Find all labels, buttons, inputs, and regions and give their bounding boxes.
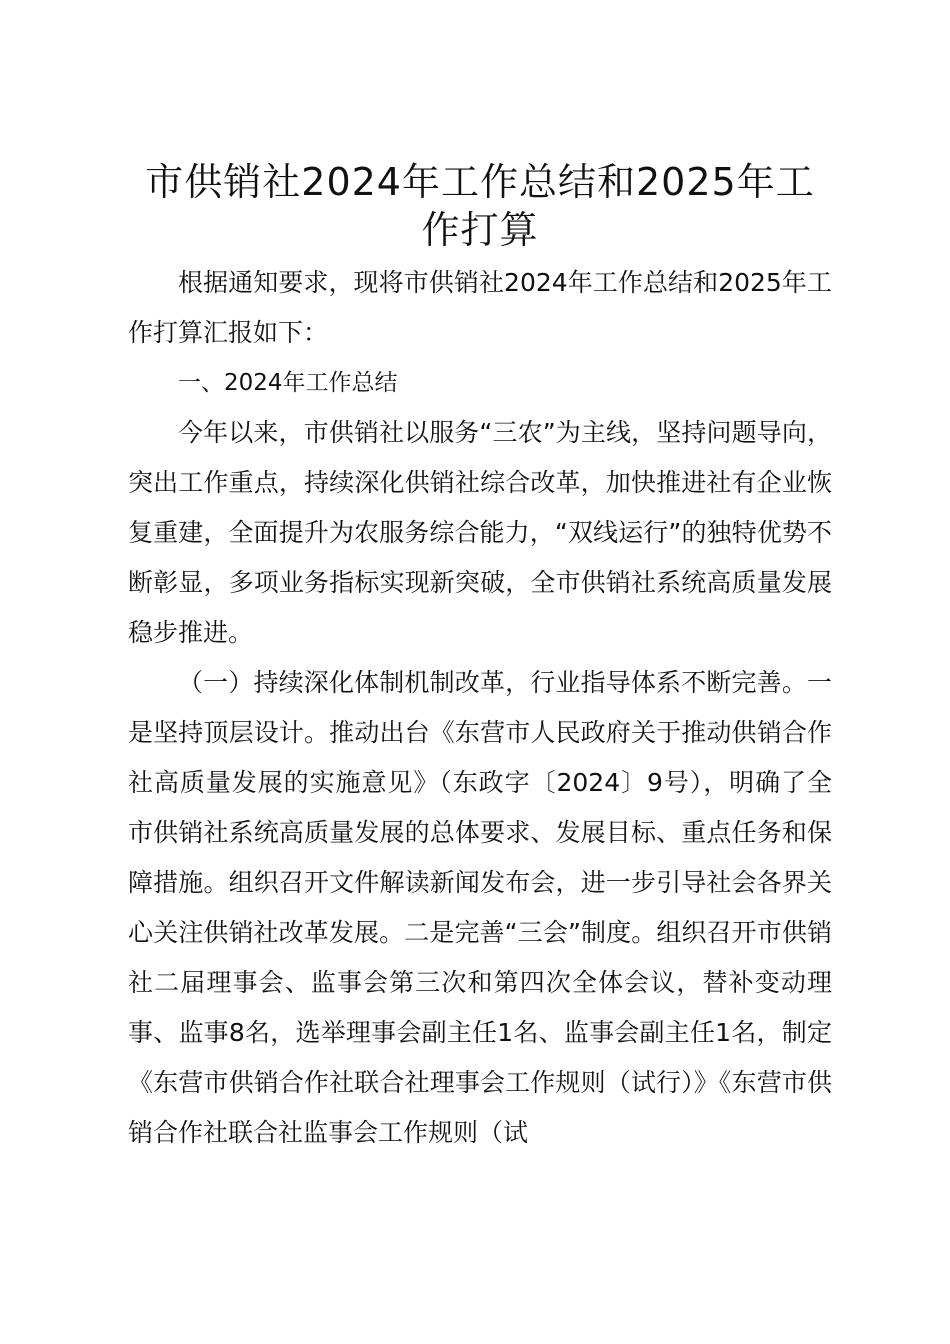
reform-paragraph: （一）持续深化体制机制改革，行业指导体系不断完善。一是坚持顶层设计。推动出台《东营市人民政府关于推动供销合作社高质量发展的实施意见》（东政字〔2024〕9号），明确了全市供销社系统高质量发展的总体要求、发展目标、重点任务和保障措施。组织召开文件解读新闻发布会，进一步引导社会各界关心关注供销社改革发展。二是完善“三会”制度。组织召开市供销社二届理事会、监事会第三次和第四次全体会议，替补变动理事、监事8名，选举理事会副主任1名、监事会副主任1名，制定《东营市供销合作社联合社理事会工作规则（试行）》《东营市供销合作社联合社监事会工作规则（试 (128, 668, 832, 1147)
document-title: 市供销社2024年工作总结和2025年工作打算 (145, 160, 815, 252)
document-page (128, 158, 832, 1158)
intro-paragraph: 根据通知要求，现将市供销社2024年工作总结和2025年工作打算汇报如下： (128, 268, 832, 347)
summary-paragraph: 今年以来，市供销社以服务“三农”为主线，坚持问题导向，突出工作重点，持续深化供销社综合改革，加快推进社有企业恢复重建，全面提升为农服务综合能力，“双线运行”的独特优势不断彰显，多项业务指标实现新突破，全市供销社系统高质量发展稳步推进。 (128, 418, 832, 647)
section-heading: 一、2024年工作总结 (178, 370, 398, 396)
